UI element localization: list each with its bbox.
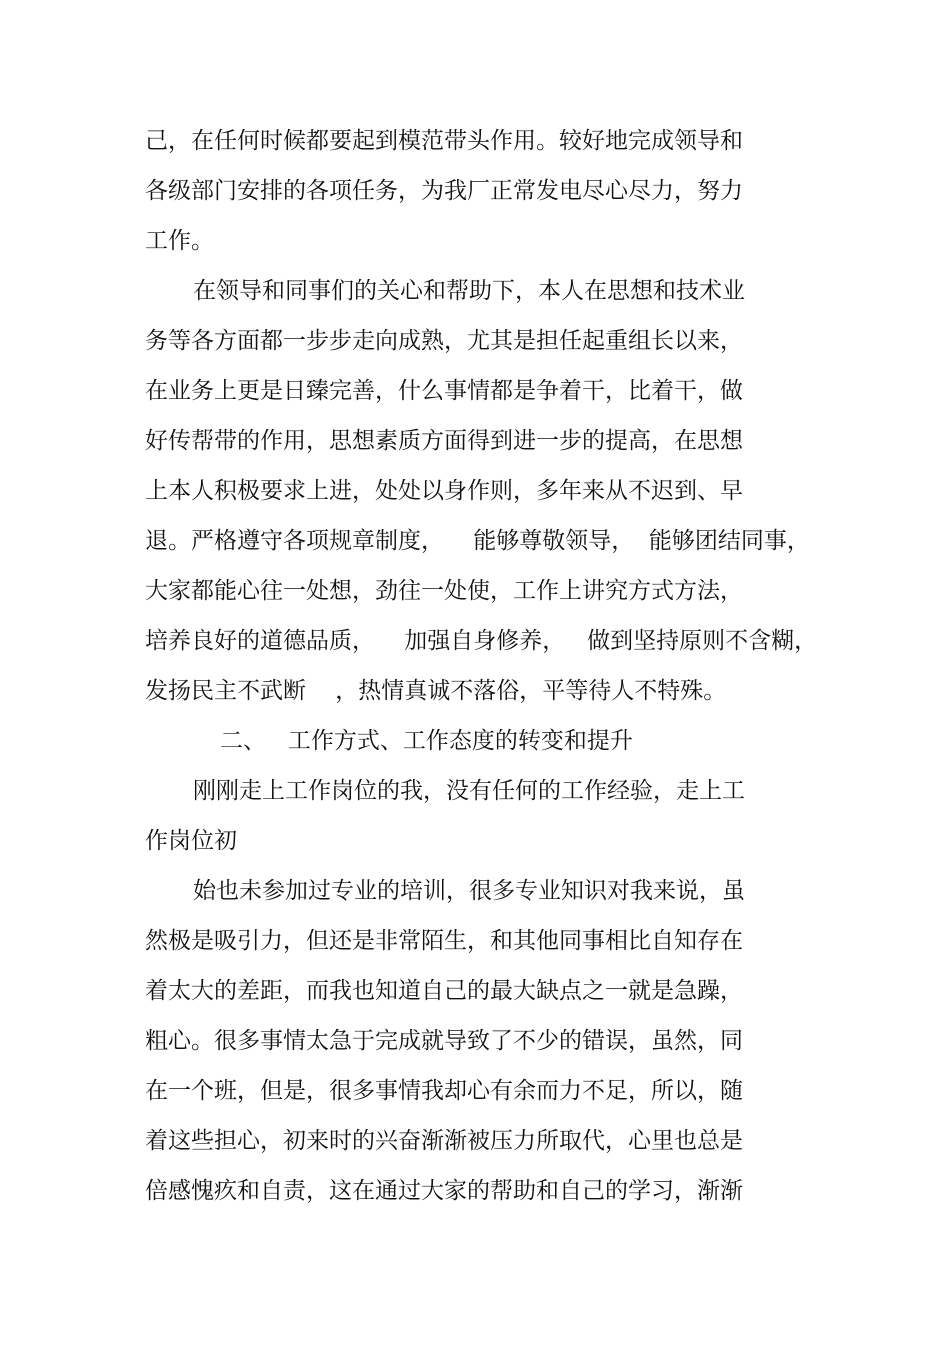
paragraph-start-line: 在领导和同事们的关心和帮助下，本人在思想和技术业 (193, 278, 745, 304)
text-line: 发扬民主不武断 ，热情真诚不落俗，平等待人不特殊。 (145, 678, 727, 704)
text-line: 大家都能心往一处想，劲往一处使，工作上讲究方式方法， (145, 578, 743, 604)
text-line: 作岗位初 (145, 828, 237, 854)
text-line: 退。严格遵守各项规章制度， 能够尊敬领导， 能够团结同事， (145, 528, 810, 554)
text-line: 着这些担心，初来时的兴奋渐渐被压力所取代，心里也总是 (145, 1128, 743, 1154)
text-line: 工作。 (145, 228, 214, 254)
text-line: 好传帮带的作用，思想素质方面得到进一步的提高，在思想 (145, 428, 743, 454)
text-line: 着太大的差距，而我也知道自己的最大缺点之一就是急躁， (145, 978, 743, 1004)
text-line: 粗心。很多事情太急于完成就导致了不少的错误，虽然，同 (145, 1028, 743, 1054)
text-line: 然极是吸引力，但还是非常陌生，和其他同事相比自知存在 (145, 928, 743, 954)
text-line: 各级部门安排的各项任务，为我厂正常发电尽心尽力，努力 (145, 178, 743, 204)
text-line: 培养良好的道德品质， 加强自身修养， 做到坚持原则不含糊， (145, 628, 818, 654)
paragraph-start-line: 始也未参加过专业的培训，很多专业知识对我来说，虽 (193, 878, 745, 904)
text-line: 在一个班，但是，很多事情我却心有余而力不足，所以，随 (145, 1078, 743, 1104)
text-line: 上本人积极要求上进，处处以身作则，多年来从不迟到、早 (145, 478, 743, 504)
text-line: 在业务上更是日臻完善，什么事情都是争着干，比着干，做 (145, 378, 743, 404)
paragraph-start-line: 刚刚走上工作岗位的我，没有任何的工作经验，走上工 (193, 778, 745, 804)
section-heading: 二、 工作方式、工作态度的转变和提升 (220, 728, 633, 754)
text-line: 倍感愧疚和自责，这在通过大家的帮助和自己的学习，渐渐 (145, 1178, 743, 1204)
text-line: 务等各方面都一步步走向成熟，尤其是担任起重组长以来， (145, 328, 743, 354)
text-line: 己，在任何时候都要起到模范带头作用。较好地完成领导和 (145, 128, 743, 154)
